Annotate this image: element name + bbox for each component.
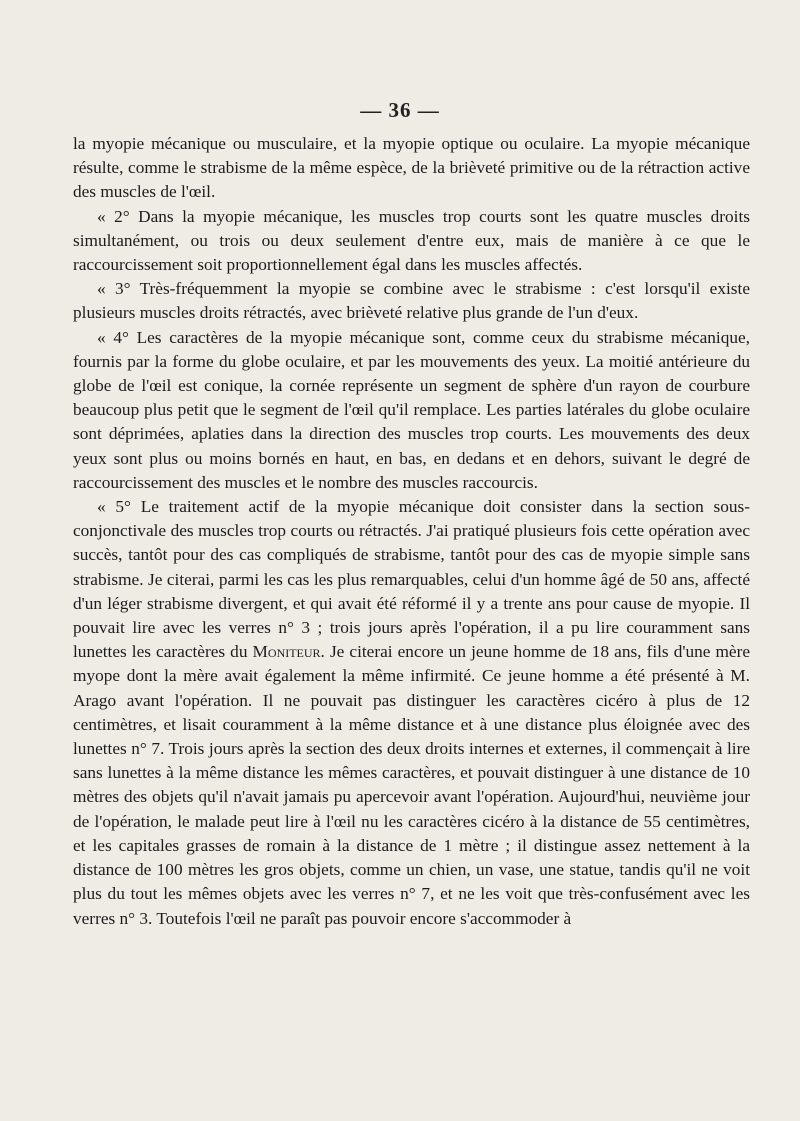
paragraph-2: « 2° Dans la myopie mécanique, les muscles trop courts sont les quatre muscles droits simultanément, ou trois ou deux seulement d'entre eux, mais de manière à ce que le raccourcissement soit proportionnellement égal dans les muscles affectés. [73, 206, 750, 275]
paragraph-5-continuation: Je citerai encore un jeune homme de 18 ans, fils d'une mère myope dont la mère avait également la même infirmité. Ce jeune homme a été présenté à M. Arago avant l'opération. Il ne pouvait pas distinguer les caractères cicéro à plus de 12 centimètres, et lisait couramment à la même distance et à une distance plus éloignée avec des lunettes n° 7. Trois jours après la section des deux droits internes et externes, il commençait à lire sans lunettes à la même distance les mêmes caractères, et pouvait distinguer à une distance de 10 mètres des objets qu'il n'avait jamais pu apercevoir avant l'opération. Aujourd'hui, neuvième jour de l'opération, le malade peut lire à l'œil nu les caractères cicéro à la distance de 55 centimètres, et les capitales grasses de romain à la distance de 1 mètre ; il distingue assez nettement à la distance de 100 mètres les gros objets, comme un chien, un vase, une statue, tandis qu'il ne voit plus du tout les mêmes objets avec les verres n° 7, et ne les voit que très-confusément avec les verres n° 3. Toutefois l'œil ne paraît pas pouvoir encore s'accommoder à [73, 642, 751, 928]
paragraph-1: la myopie mécanique ou musculaire, et la myopie optique ou oculaire. La myopie mécanique résulte, comme le strabisme de la même espèce, de la brièveté primitive ou de la rétraction active des muscles de l'œil. [73, 134, 750, 202]
paragraph-5-text: « 5° Le traitement actif de la myopie mécanique doit consister dans la section sous-conjonctivale des muscles trop courts ou rétractés. J'ai pratiqué plusieurs fois cette opération avec succès, tantôt pour des cas compliqués de strabisme, tantôt pour des cas de myopie simple sans strabisme. Je citerai, parmi les cas les plus remarquables, celui d'un homme âgé de 50 ans, affecté d'un léger strabisme divergent, et qui avait été réformé il y a trente ans pour cause de myopie. Il pouvait lire avec les verres n° 3 ; trois jours après l'opération, il a pu lire couramment sans lunettes les caractères du [73, 497, 750, 662]
page-number: — 36 — [360, 98, 440, 122]
paragraph-3: « 3° Très-fréquemment la myopie se combine avec le strabisme : c'est lorsqu'il existe plusieurs muscles droits rétractés, avec brièveté relative plus grande de l'un d'eux. [73, 279, 750, 323]
paragraph-5 [73, 495, 750, 931]
paragraph-4: « 4° Les caractères de la myopie mécanique sont, comme ceux du strabisme mécanique, fournis par la forme du globe oculaire, et par les mouvements des yeux. La moitié antérieure du globe de l'œil est conique, la cornée représente un segment de sphère d'un rayon de courbure beaucoup plus petit que le segment de l'œil qu'il remplace. Les parties latérales du globe oculaire sont déprimées, aplaties dans la direction des muscles trop courts. Les mouvements des deux yeux sont plus ou moins bornés en haut, en bas, en dedans et en dehors, suivant le degré de raccourcissement des muscles et le nombre des muscles raccourcis. [73, 327, 750, 492]
newspaper-name: Moniteur. [252, 642, 325, 662]
body-text [73, 132, 750, 931]
